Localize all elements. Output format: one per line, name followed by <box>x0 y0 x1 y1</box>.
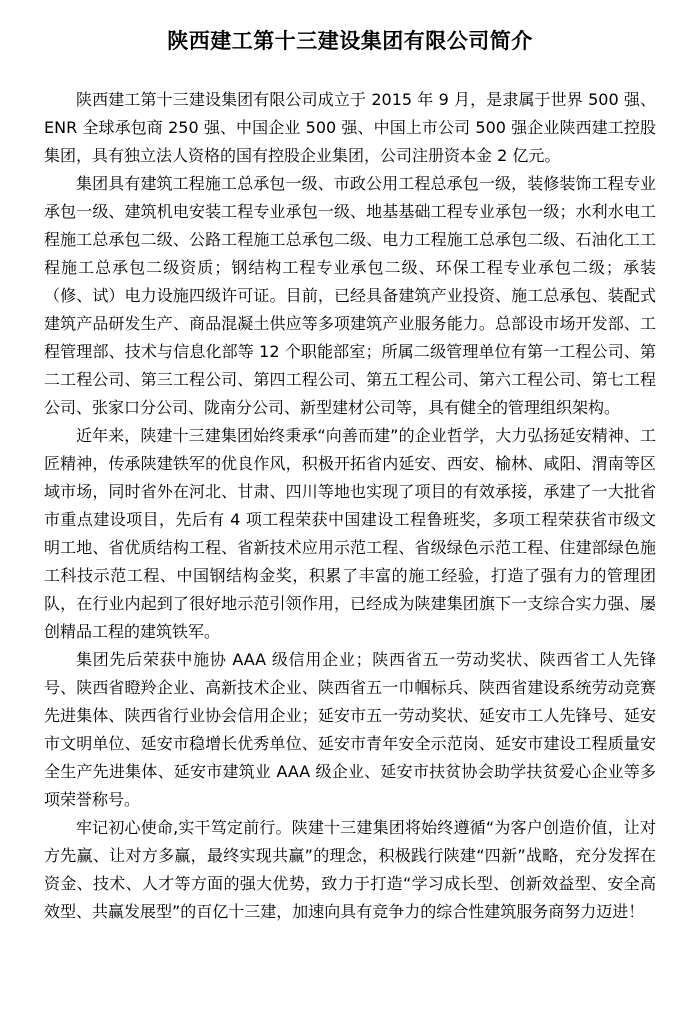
paragraph-mission: 牢记初心使命,实干笃定前行。陕建十三建集团将始终遵循“为客户创造价值，让对方先赢、让对方多赢，最终实现共赢”的理念，积极践行陕建“四新”战略，充分发挥在资金、技术、人才等方面的强大优势，致力于打造“学习成长型、创新效益型、安全高效型、共赢发展型”的百亿十三建，加速向具有竞争力的综合性建筑服务商努力迈进！ <box>44 818 656 921</box>
document-title: 陕西建工第十三建设集团有限公司简介 <box>167 29 533 53</box>
document-body <box>44 86 656 926</box>
paragraph-achievements: 近年来，陕建十三建集团始终秉承“向善而建”的企业哲学，大力弘扬延安精神、工匠精神，传承陕建铁军的优良作风，积极开拓省内延安、西安、榆林、咸阳、渭南等区域市场，同时省外在河北、甘肃、四川等地也实现了项目的有效承接，承建了一大批省市重点建设项目，先后有 4 项工程荣获中国建设工程鲁班奖，多项工程荣获省市级文明工地、省优质结构工程、省新技术应用示范工程、省级绿色示范工程、住建部绿色施工科技示范工程、中国钢结构金奖，积累了丰富的施工经验，打造了强有力的管理团队，在行业内起到了很好地示范引领作用，已经成为陕建集团旗下一支综合实力强、屡创精品工程的建筑铁军。 <box>44 426 656 641</box>
paragraph-honors: 集团先后荣获中施协 AAA 级信用企业；陕西省五一劳动奖状、陕西省工人先锋号、陕西省瞪羚企业、高新技术企业、陕西省五一巾帼标兵、陕西省建设系统劳动竞赛先进集体、陕西省行业协会信用企业；延安市五一劳动奖状、延安市工人先锋号、延安市文明单位、延安市稳增长优秀单位、延安市青年安全示范岗、延安市建设工程质量安全生产先进集体、延安市建筑业 AAA 级企业、延安市扶贫协会助学扶贫爱心企业等多项荣誉称号。 <box>44 650 656 809</box>
paragraph-qualifications: 集团具有建筑工程施工总承包一级、市政公用工程总承包一级，装修装饰工程专业承包一级、建筑机电安装工程专业承包一级、地基基础工程专业承包一级；水利水电工程施工总承包二级、公路工程施工总承包二级、电力工程施工总承包二级、石油化工工程施工总承包二级资质；钢结构工程专业承包二级、环保工程专业承包二级；承装（修、试）电力设施四级许可证。目前，已经具备建筑产业投资、施工总承包、装配式建筑产品研发生产、商品混凝土供应等多项建筑产业服务能力。总部设市场开发部、工程管理部、技术与信息化部等 12 个职能部室；所属二级管理单位有第一工程公司、第二工程公司、第三工程公司、第四工程公司、第五工程公司、第六工程公司、第七工程公司、张家口分公司、陇南分公司、新型建材公司等，具有健全的管理组织架构。 <box>44 174 656 417</box>
paragraph-intro: 陕西建工第十三建设集团有限公司成立于 2015 年 9 月，是隶属于世界 500 强、ENR 全球承包商 250 强、中国企业 500 强、中国上市公司 500 强企业陕西建工控股集团，具有独立法人资格的国有控股企业集团，公司注册资本金 2 亿元。 <box>44 90 656 165</box>
